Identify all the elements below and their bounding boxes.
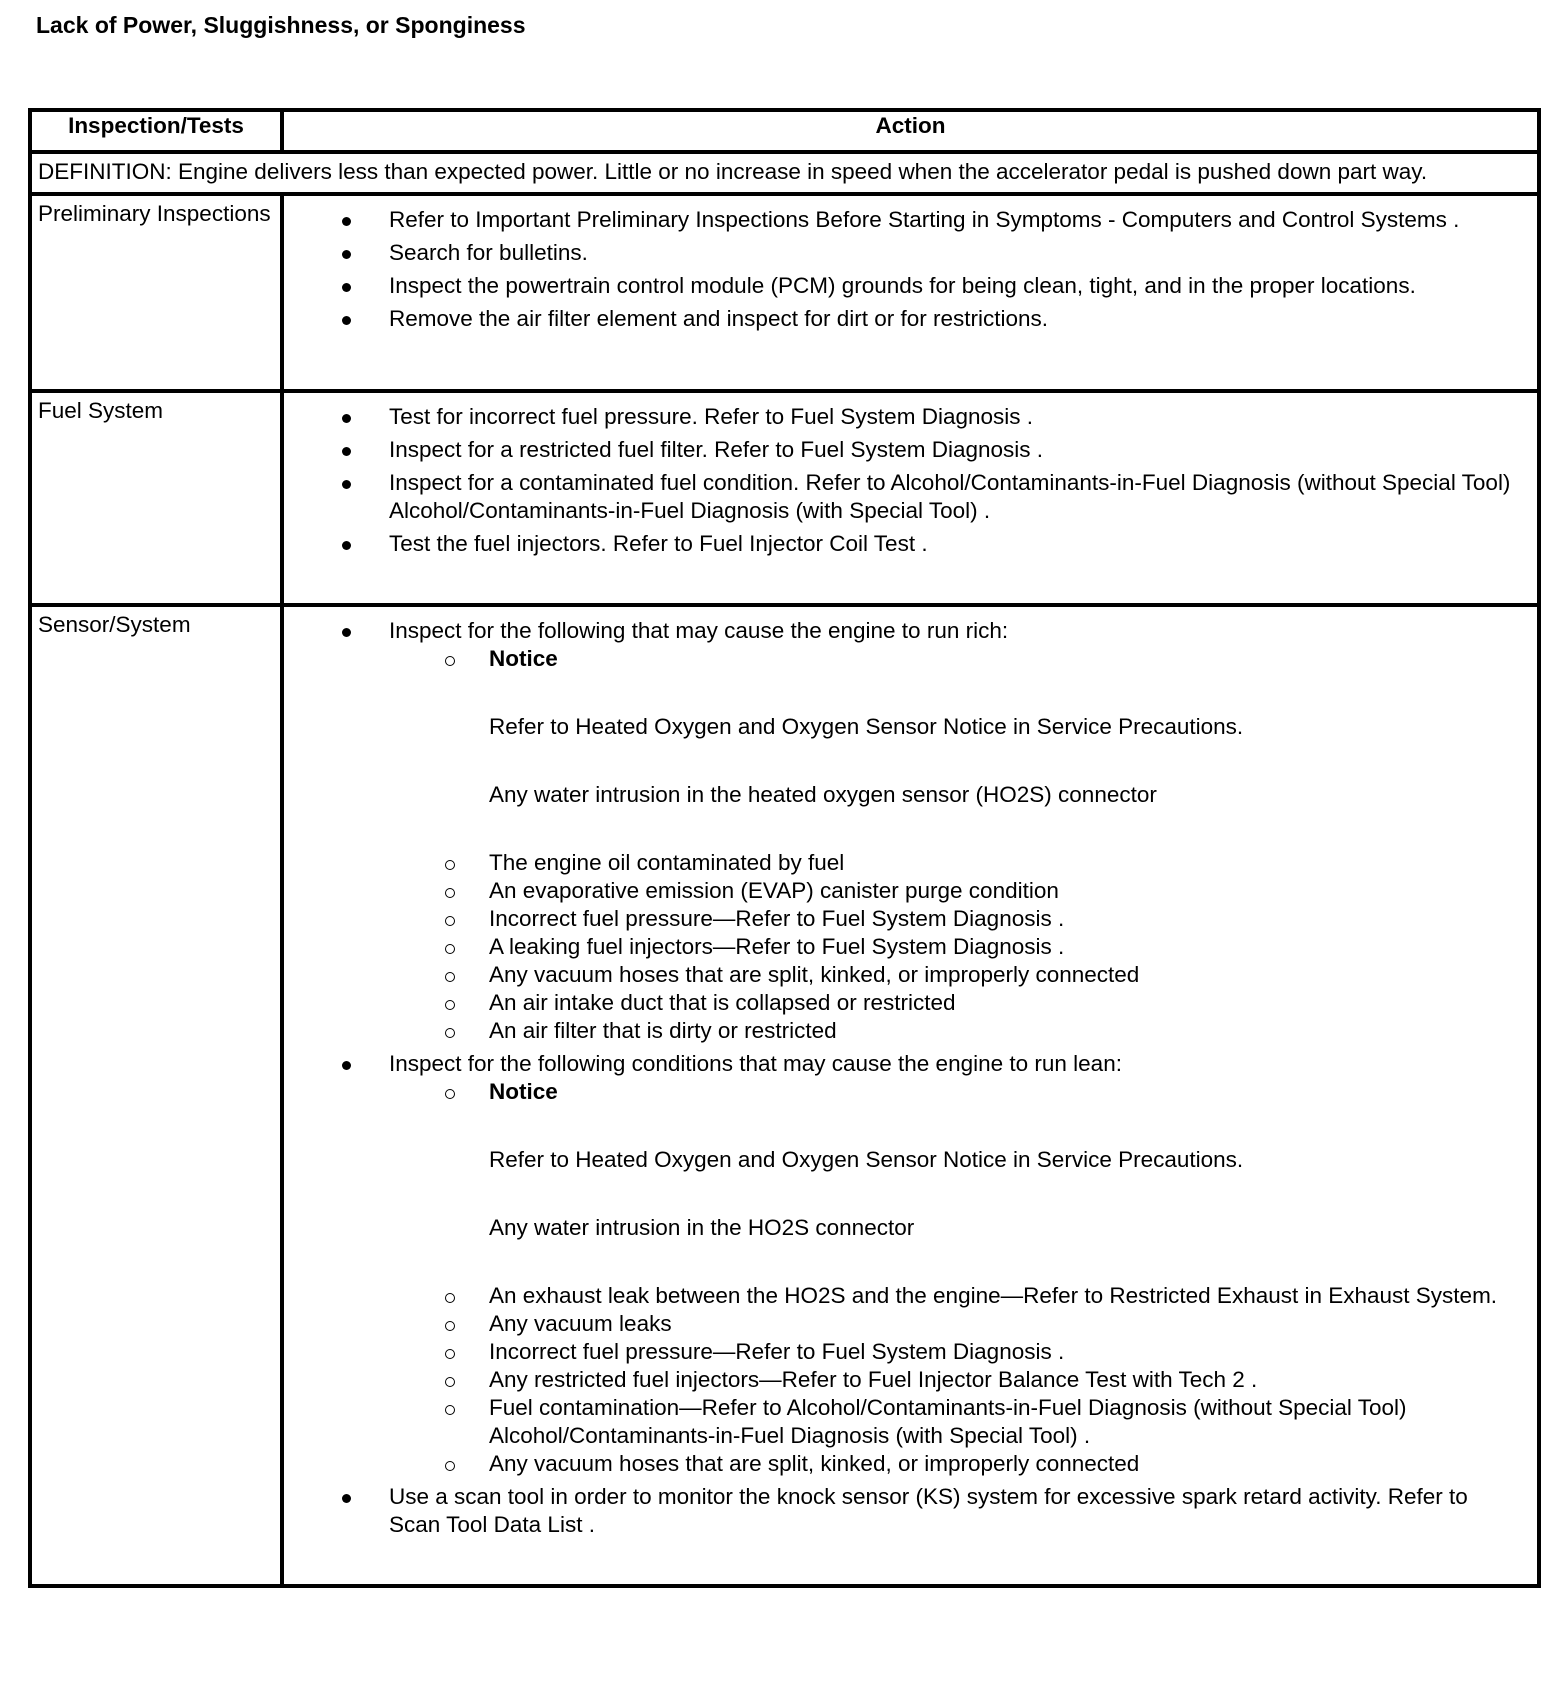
bullet-icon: [342, 628, 351, 637]
list-item: Inspect the powertrain control module (PCM) grounds for being clean, tight, and in the proper locations.: [284, 272, 1517, 300]
bullet-icon: [342, 1494, 351, 1503]
list-item: Refer to Important Preliminary Inspections Before Starting in Symptoms - Computers and Control Systems .: [284, 206, 1517, 234]
sub-list-item: Any vacuum hoses that are split, kinked, or improperly connected: [389, 961, 1517, 989]
list-item: Search for bulletins.: [284, 239, 1517, 267]
sub-bullet-icon: [445, 1461, 455, 1471]
bullet-icon: [342, 414, 351, 423]
notice-item: Any water intrusion in the heated oxygen sensor (HO2S) connector: [489, 782, 1157, 807]
sub-bullet-icon: [445, 916, 455, 926]
notice-title: Notice: [489, 1079, 558, 1104]
sub-bullet-icon: [445, 1293, 455, 1303]
list-item: Remove the air filter element and inspect for dirt or for restrictions.: [284, 305, 1517, 333]
sensor-system-actions: [282, 605, 1539, 1586]
sub-bullet-icon: [445, 1405, 455, 1415]
sub-list-item: Any restricted fuel injectors—Refer to Fuel Injector Balance Test with Tech 2 .: [389, 1366, 1517, 1394]
page-title: Lack of Power, Sluggishness, or Sponginess: [36, 12, 526, 38]
bullet-icon: [342, 316, 351, 325]
sub-list-item: A leaking fuel injectors—Refer to Fuel System Diagnosis .: [389, 933, 1517, 961]
fuel-system-label: Fuel System: [30, 391, 282, 605]
list-item: Use a scan tool in order to monitor the knock sensor (KS) system for excessive spark retard activity. Refer to Scan Tool Data List .: [284, 1483, 1517, 1539]
list-item: Inspect for a restricted fuel filter. Refer to Fuel System Diagnosis .: [284, 436, 1517, 464]
sub-list-item: An evaporative emission (EVAP) canister purge condition: [389, 877, 1517, 905]
sub-bullet-icon: [445, 944, 455, 954]
definition-row: [30, 152, 1539, 194]
symptom-table: [28, 108, 1541, 1588]
notice-title: Notice: [489, 646, 558, 671]
notice-item: Any water intrusion in the HO2S connector: [489, 1215, 915, 1240]
bullet-icon: [342, 541, 351, 550]
list-item: Inspect for the following that may cause the engine to run rich: Notice Refer to Heated Oxygen and Oxygen Sensor Notice in Service Precautions. Any water intrusion in the heated oxygen sensor (HO2S) connector The engine oil contaminated by fuel An evaporative emission (EVAP) canister purge condition Incorrect fuel pressure—Refer to Fuel System Diagnosis . A leaking fuel injectors—Refer to Fuel System Diagnosis . Any vacuum hoses that are split, kinked, or improperly connected An air intake duct that is collapsed or restricted An air filter that is dirty or restricted: [284, 617, 1517, 1045]
notice-text: Refer to Heated Oxygen and Oxygen Sensor Notice in Service Precautions.: [489, 714, 1244, 739]
bullet-icon: [342, 283, 351, 292]
sub-bullet-icon: [445, 888, 455, 898]
sub-list-item: An exhaust leak between the HO2S and the engine—Refer to Restricted Exhaust in Exhaust System.: [389, 1282, 1517, 1310]
sub-list-item: An air intake duct that is collapsed or restricted: [389, 989, 1517, 1017]
sub-list-item: Any vacuum leaks: [389, 1310, 1517, 1338]
list-item: Test the fuel injectors. Refer to Fuel Injector Coil Test .: [284, 530, 1517, 558]
fuel-system-actions: [282, 391, 1539, 605]
list-item: Test for incorrect fuel pressure. Refer to Fuel System Diagnosis .: [284, 403, 1517, 431]
list-item: Inspect for the following conditions that may cause the engine to run lean: Notice Refer to Heated Oxygen and Oxygen Sensor Notice in Service Precautions. Any water intrusion in the HO2S connector An exhaust leak between the HO2S and the engine—Refer to Restricted Exhaust in Exhaust System. Any vacuum leaks Incorrect fuel pressure—Refer to Fuel System Diagnosis . Any restricted fuel injectors—Refer to Fuel Injector Balance Test with Tech 2 . Fuel contamination—Refer to Alcohol/Contaminants-in-Fuel Diagnosis (without Special Tool) Alcohol/Contaminants-in-Fuel Diagnosis (with Special Tool) . Any vacuum hoses that are split, kinked, or improperly connected: [284, 1050, 1517, 1478]
sub-bullet-icon: [445, 1377, 455, 1387]
preliminary-row: [30, 194, 1539, 391]
sub-bullet-icon: [445, 1321, 455, 1331]
preliminary-actions: [282, 194, 1539, 391]
sub-list-item: The engine oil contaminated by fuel: [389, 849, 1517, 877]
definition-text: DEFINITION: Engine delivers less than expected power. Little or no increase in speed when the accelerator pedal is pushed down part way.: [30, 152, 1539, 194]
sub-list-item: Fuel contamination—Refer to Alcohol/Contaminants-in-Fuel Diagnosis (without Special Tool) Alcohol/Contaminants-in-Fuel Diagnosis (with Special Tool) .: [389, 1394, 1517, 1450]
bullet-icon: [342, 250, 351, 259]
preliminary-label: Preliminary Inspections: [30, 194, 282, 391]
sub-bullet-icon: [445, 1089, 455, 1099]
header-action: Action: [282, 110, 1539, 152]
bullet-icon: [342, 447, 351, 456]
sensor-system-row: [30, 605, 1539, 1586]
bullet-icon: [342, 480, 351, 489]
sub-list-item: [389, 645, 1517, 809]
sub-list-item: [389, 1078, 1517, 1242]
sensor-system-label: Sensor/System: [30, 605, 282, 1586]
sub-list-item: Any vacuum hoses that are split, kinked, or improperly connected: [389, 1450, 1517, 1478]
sub-list-item: Incorrect fuel pressure—Refer to Fuel System Diagnosis .: [389, 1338, 1517, 1366]
table-header-row: [30, 110, 1539, 152]
sub-bullet-icon: [445, 972, 455, 982]
bullet-icon: [342, 1061, 351, 1070]
header-inspection-tests: Inspection/Tests: [30, 110, 282, 152]
sub-bullet-icon: [445, 1028, 455, 1038]
sub-list-item: Incorrect fuel pressure—Refer to Fuel System Diagnosis .: [389, 905, 1517, 933]
notice-text: Refer to Heated Oxygen and Oxygen Sensor Notice in Service Precautions.: [489, 1147, 1244, 1172]
list-item: Inspect for a contaminated fuel condition. Refer to Alcohol/Contaminants-in-Fuel Diagnosis (without Special Tool) Alcohol/Contaminants-in-Fuel Diagnosis (with Special Tool) .: [284, 469, 1517, 525]
sub-bullet-icon: [445, 1349, 455, 1359]
sub-list-item: An air filter that is dirty or restricted: [389, 1017, 1517, 1045]
bullet-icon: [342, 217, 351, 226]
sub-bullet-icon: [445, 860, 455, 870]
sub-bullet-icon: [445, 1000, 455, 1010]
fuel-system-row: [30, 391, 1539, 605]
sub-bullet-icon: [445, 656, 455, 666]
